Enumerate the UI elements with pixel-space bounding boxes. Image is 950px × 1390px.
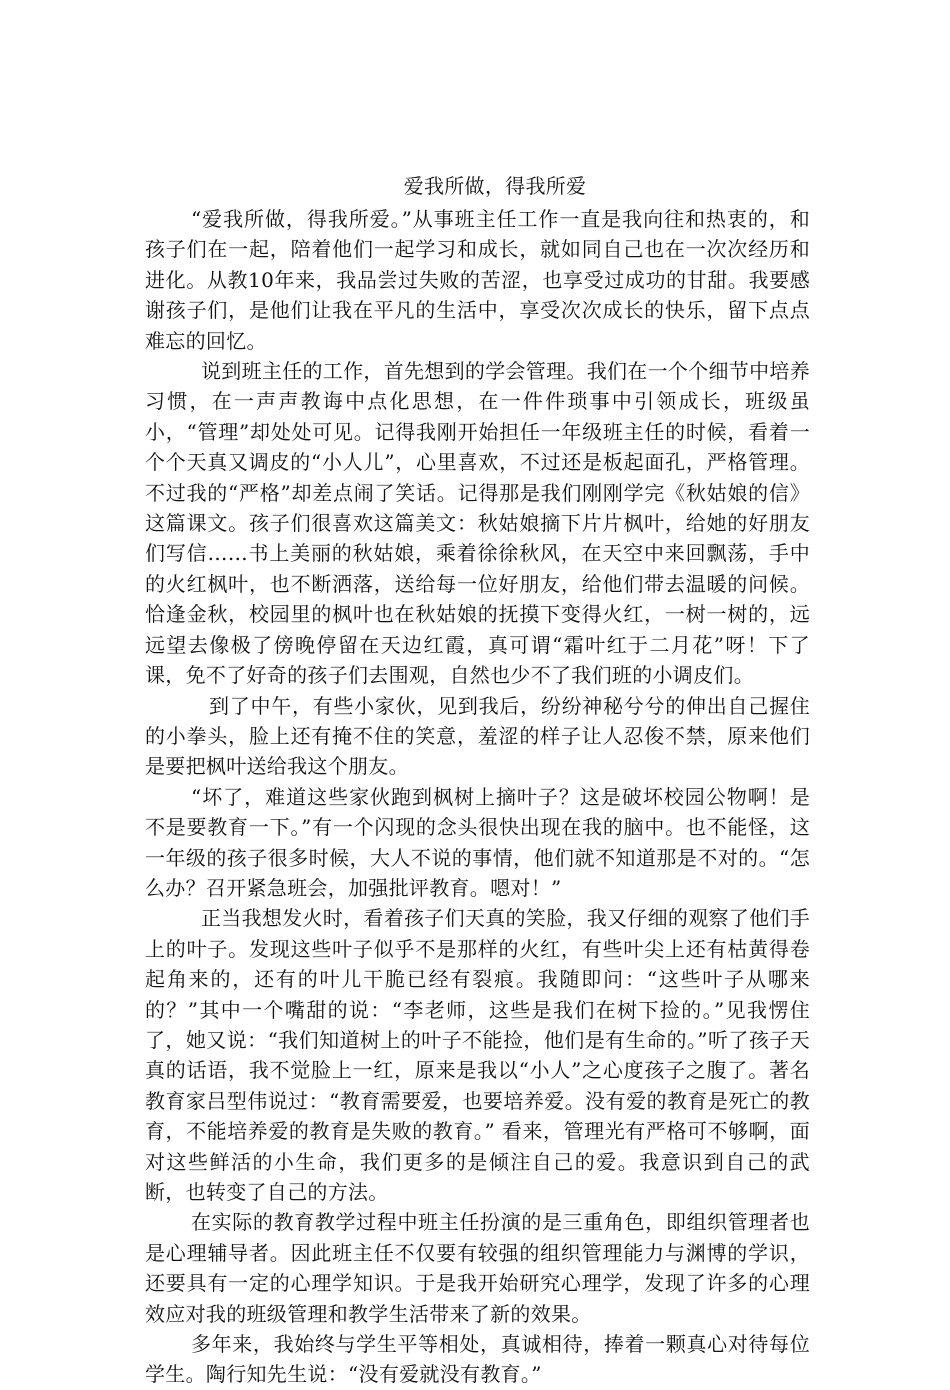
paragraph-realization: 正当我想发火时，看着孩子们天真的笑脸，我又仔细的观察了他们手上的叶子。发现这些叶子似乎不是那样的火红，有些叶尖上还有枯黄得卷起角来的，还有的叶儿干脆已经有裂痕。我随即问：“这些叶子从哪来的？”其中一个嘴甜的说：“李老师，这些是我们在树下捡的。”见我愣住了，她又说：“我们知道树上的叶子不能捡，他们是有生命的。”听了孩子天真的话语，我不觉脸上一红，原来是我以“小人”之心度孩子之腹了。著名教育家吕型伟说过：“教育需要爱，也要培养爱。没有爱的教育是死亡的教育，不能培养爱的教育是失败的教育。” 看来，管理光有严格可不够啊，面对这些鲜活的小生命，我们更多的是倾注自己的爱。我意识到自己的武断，也转变了自己的方法。: [145, 906, 810, 1204]
paragraph-worry: “坏了，难道这些家伙跑到枫树上摘叶子？这是破坏校园公物啊！是不是要教育一下。”有一个闪现的念头很快出现在我的脑中。也不能怪，这一年级的孩子很多时候，大人不说的事情，他们就不知道那是不对的。“怎么办？召开紧急班会，加强批评教育。嗯对！”: [145, 784, 810, 900]
paragraph-roles: 在实际的教育教学过程中班主任扮演的是三重角色，即组织管理者也是心理辅导者。因此班主任不仅要有较强的组织管理能力与渊博的学识，还要具有一定的心理学知识。于是我开始研究心理学，发现了许多的心理效应对我的班级管理和教学生活带来了新的效果。: [145, 1210, 810, 1326]
paragraph-closing: 多年来，我始终与学生平等相处，真诚相待，捧着一颗真心对待每位学生。陶行知先生说：“没有爱就没有教育。”: [145, 1332, 810, 1387]
paragraph-management: 说到班主任的工作，首先想到的学会管理。我们在一个个细节中培养习惯，在一声声教诲中点化思想，在一件件琐事中引领成长，班级虽小，“管理”却处处可见。记得我刚开始担任一年级班主任的时候，看着一个个天真又调皮的“小人儿”，心里喜欢，不过还是板起面孔，严格管理。不过我的“严格”却差点闹了笑话。记得那是我们刚刚学完《秋姑娘的信》这篇课文。孩子们很喜欢这篇美文：秋姑娘摘下片片枫叶，给她的好朋友们写信……书上美丽的秋姑娘，乘着徐徐秋风，在天空中来回飘荡，手中的火红枫叶，也不断洒落，送给每一位好朋友，给他们带去温暖的问候。恰逢金秋，校园里的枫叶也在秋姑娘的抚摸下变得火红，一树一树的，远远望去像极了傍晚停留在天边红霞，真可谓“霜叶红于二月花”呀！下了课，免不了好奇的孩子们去围观，自然也少不了我们班的小调皮们。: [145, 359, 810, 688]
document-page: [145, 168, 810, 1390]
paragraph-intro: “爱我所做，得我所爱。”从事班主任工作一直是我向往和热衷的，和孩子们在一起，陪着他们一起学习和成长，就如同自己也在一次次经历和进化。从教10年来，我品尝过失败的苦涩，也享受过成功的甘甜。我要感谢孩子们，是他们让我在平凡的生活中，享受次次成长的快乐，留下点点难忘的回忆。: [145, 207, 810, 353]
document-title: 爱我所做，得我所爱: [403, 174, 587, 198]
paragraph-noon: 到了中午，有些小家伙，见到我后，纷纷神秘兮兮的伸出自己握住的小拳头，脸上还有掩不住的笑意，羞涩的样子让人忍俊不禁，原来他们是要把枫叶送给我这个朋友。: [145, 693, 810, 779]
